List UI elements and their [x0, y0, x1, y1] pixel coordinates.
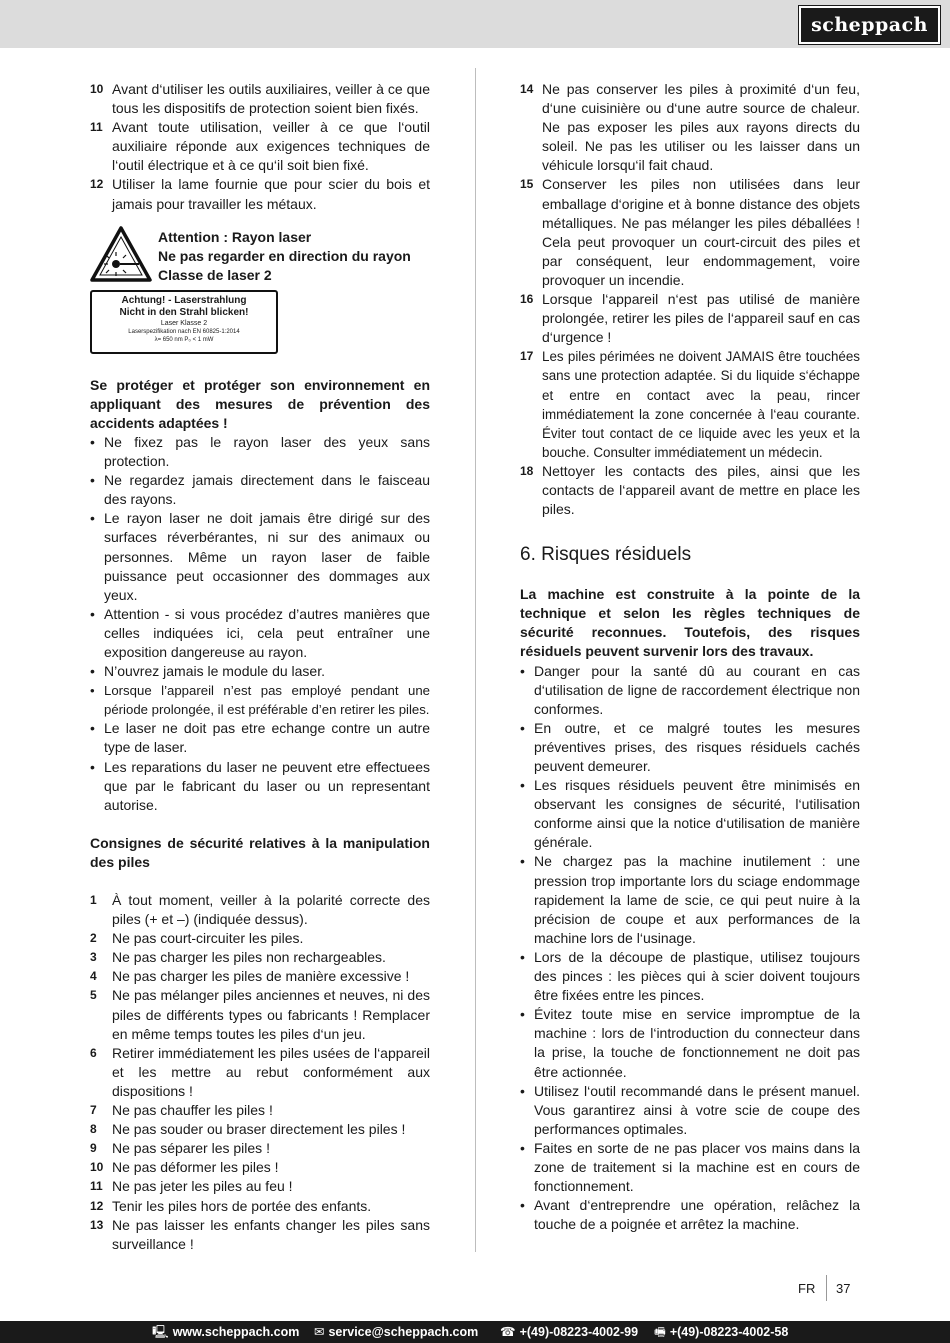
laser-label-line: Nicht in den Strahl blicken! — [119, 306, 249, 318]
item-number: 11 — [90, 120, 103, 135]
list-item — [90, 1197, 430, 1216]
item-number: 14 — [520, 82, 534, 96]
item-text: Ne pas conserver les piles à proximité d‘un feu, d‘une cuisinière ou d‘une autre source de chaleur. Ne pas exposer les piles aux rayons directs du soleil. Ne pas les utiliser ou les laisser dans un véhicule lorsqu‘il fait chaud. — [542, 81, 860, 174]
item-number: 10 — [90, 1160, 104, 1175]
website-text: www.scheppach.com — [172, 1325, 300, 1339]
item-text: Ne pas mélanger piles anciennes et neuves, ni des piles de différents types ou fabricants ! Remplacer en même temps toutes les piles d‘un jeu. — [112, 987, 430, 1042]
protect-heading: Se protéger et protéger son environnement en appliquant des mesures de prévention des accidents adaptées ! — [90, 376, 430, 431]
item-text: Tenir les piles hors de portée des enfants. — [112, 1197, 372, 1214]
laser-warning-line: Ne pas regarder en direction du rayon — [158, 247, 411, 264]
list-item: • Les reparations du laser ne peuvent etre effectuees que par le fabricant du laser ou un representant autorise. — [90, 758, 430, 815]
accessory-safety-list — [90, 80, 430, 214]
laser-label-line: Achtung! - Laserstrahlung — [121, 294, 247, 306]
list-item — [90, 1139, 430, 1158]
fax-text: +(49)-08223-4002-58 — [669, 1325, 789, 1339]
phone-icon: ☎ — [500, 1325, 516, 1339]
list-item — [90, 967, 430, 986]
mail-icon: ✉ — [314, 1325, 325, 1339]
item-text: Retirer immédiatement les piles usées de l‘appareil et les mettre au rebut conformément aux dispositions ! — [112, 1044, 430, 1099]
list-item — [90, 948, 430, 967]
brand-logo: scheppach — [799, 6, 940, 44]
item-text: Ne pas laisser les enfants changer les piles sans surveillance ! — [112, 1216, 430, 1252]
list-item: • Lors de la découpe de plastique, utilisez toujours des pinces : les pièces qui à scier doivent toujours être fixées entre les pinces. — [520, 948, 860, 1005]
item-number: 2 — [90, 931, 97, 946]
list-item: • Attention - si vous procédez d’autres manières que celles indiquées ici, cela peut entraîner une exposition dangereuse au rayon. — [90, 605, 430, 662]
list-item: • Lorsque l’appareil n’est pas employé pendant une période prolongée, il est préférable d’en retirer les piles. — [90, 681, 430, 719]
item-number: 5 — [90, 988, 97, 1003]
item-number: 16 — [520, 292, 534, 307]
item-number: 9 — [90, 1141, 97, 1156]
item-text: Ne pas séparer les piles ! — [112, 1140, 270, 1157]
laser-label-line: λ= 650 nm P₀ < 1 mW — [154, 336, 214, 343]
laser-warning-line: Classe de laser 2 — [158, 266, 272, 283]
item-number: 11 — [90, 1179, 103, 1194]
item-number: 1 — [90, 893, 97, 907]
website-link[interactable] — [152, 1321, 299, 1343]
laser-warning-line: Attention : Rayon laser — [158, 228, 312, 245]
list-item: • Les risques résiduels peuvent être minimisés en observant les consignes de sécurité, l‘utilisation conforme ainsi que la notice d‘utilisation de manière générale. — [520, 776, 860, 852]
computer-icon: 🖳 — [152, 1325, 169, 1339]
phone-link[interactable] — [500, 1321, 638, 1343]
battery-heading: Consignes de sécurité relatives à la manipulation des piles — [90, 834, 430, 870]
residual-risk-list — [520, 662, 860, 1235]
column-divider — [475, 68, 476, 1252]
item-number: 17 — [520, 349, 534, 364]
list-item — [520, 80, 860, 175]
list-item — [90, 1101, 430, 1120]
residual-risk-heading: La machine est construite à la pointe de la technique et selon les règles techniques de sécurité reconnues. Toutefois, des risques résiduels peuvent survenir lors des travaux. — [520, 586, 860, 660]
section-title: 6. Risques résiduels — [520, 544, 692, 566]
item-text: Ne pas court-circuiter les piles. — [112, 930, 304, 947]
list-item: • Utilisez l‘outil recommandé dans le présent manuel. Vous garantirez ainsi à votre scie de coupe des performances optimales. — [520, 1082, 860, 1139]
list-item — [90, 175, 430, 213]
item-text: Ne pas chauffer les piles ! — [112, 1102, 273, 1119]
contact-bar — [0, 1321, 950, 1343]
list-item — [520, 347, 860, 462]
item-text: Utiliser la lame fournie que pour scier du bois et jamais pour travailler les métaux. — [112, 176, 430, 212]
item-number: 13 — [90, 1217, 104, 1232]
list-item — [90, 1216, 430, 1254]
list-item — [90, 1177, 430, 1196]
item-number: 12 — [90, 1198, 104, 1213]
item-number: 10 — [90, 82, 104, 96]
list-item: • N’ouvrez jamais le module du laser. — [90, 662, 430, 681]
laser-warning-icon — [90, 226, 152, 282]
list-item: • Le laser ne doit pas etre echange contre un autre type de laser. — [90, 719, 430, 757]
battery-safety-list-continued — [520, 80, 860, 519]
phone-text: +(49)-08223-4002-99 — [519, 1325, 639, 1339]
list-item — [520, 462, 860, 519]
list-item — [90, 1044, 430, 1101]
item-number: 18 — [520, 463, 534, 478]
list-item: • Ne regardez jamais directement dans le faisceau des rayons. — [90, 471, 430, 509]
item-text: Ne pas déformer les piles ! — [112, 1159, 279, 1176]
item-number: 7 — [90, 1103, 97, 1118]
item-text: Ne pas charger les piles non rechargeables. — [112, 949, 386, 966]
laser-protection-list — [90, 433, 430, 815]
item-text: Lorsque l‘appareil n‘est pas utilisé de manière prolongée, retirer les piles de l‘appareil sauf en cas d‘urgence ! — [542, 291, 860, 346]
laser-warning-text — [158, 228, 411, 285]
top-bar — [0, 0, 950, 48]
item-text: Ne pas charger les piles de manière excessive ! — [112, 968, 410, 985]
item-text: À tout moment, veiller à la polarité correcte des piles (+ et –) (indiquée dessus). — [112, 892, 430, 928]
list-item — [520, 175, 860, 290]
laser-class-label — [90, 290, 278, 354]
laser-label-line: Laserspezifikation nach EN 60825-1:2014 — [128, 328, 240, 335]
list-item — [90, 1120, 430, 1139]
item-text: Nettoyer les contacts des piles, ainsi que les contacts de l‘appareil avant de mettre en place les piles. — [542, 462, 860, 518]
language-code: FR — [798, 1281, 816, 1296]
item-text: Ne pas jeter les piles au feu ! — [112, 1178, 293, 1195]
email-link[interactable] — [314, 1321, 478, 1343]
item-text: Ne pas souder ou braser directement les piles ! — [112, 1121, 406, 1138]
list-item — [90, 118, 430, 175]
item-number: 15 — [520, 177, 534, 192]
item-text: Conserver les piles non utilisées dans leur emballage d‘origine et à bonne distance des objets métalliques. Ne pas mélanger les piles déballées ! Cela peut provoquer un court-circuit des piles et par conséquent, leur endommagement, voire provoquer un incendie. — [542, 176, 860, 288]
list-item — [90, 891, 430, 929]
page-number: 37 — [836, 1281, 851, 1296]
list-item — [520, 290, 860, 347]
item-text: Les piles périmées ne doivent JAMAIS être touchées sans une protection adaptée. Si du liquide s‘échappe et entre en contact avec la peau, rincer immédiatement la zone concernée à l‘eau courante. Éviter tout contact de ce liquide avec les yeux et la bouche. Consulter immédiatement un médecin. — [542, 349, 860, 460]
list-item: • Ne chargez pas la machine inutilement : une pression trop importante lors du sciage endommage rapidement la lame de scie, ce qui peut nuire à la précision de coupe et aux performances de la machine lors de l‘usinage. — [520, 852, 860, 947]
laser-label-line: Laser Klasse 2 — [160, 319, 208, 327]
left-column — [90, 80, 430, 1254]
list-item: • Avant d‘entreprendre une opération, relâchez la touche de a poignée et arrêtez la machine. — [520, 1196, 860, 1234]
item-number: 6 — [90, 1045, 97, 1060]
fax-icon: 🖷 — [654, 1325, 666, 1339]
fax-info — [654, 1321, 788, 1343]
list-item — [90, 986, 430, 1043]
item-number: 3 — [90, 950, 97, 965]
list-item: • En outre, et ce malgré toutes les mesures préventives prises, des risques résiduels cachés peuvent demeurer. — [520, 719, 860, 776]
list-item — [90, 80, 430, 118]
list-item — [90, 1158, 430, 1177]
item-text: Avant d‘utiliser les outils auxiliaires, veiller à ce que tous les dispositifs de protection soient bien fixés. — [112, 81, 430, 117]
laser-warning-block — [90, 226, 430, 376]
footer-separator — [826, 1275, 827, 1301]
item-text: Avant toute utilisation, veiller à ce que l‘outil auxiliaire réponde aux exigences techniques de l‘outil électrique et à ce qu‘il soit bien fixé. — [112, 119, 430, 174]
item-number: 8 — [90, 1122, 97, 1137]
email-text: service@scheppach.com — [328, 1325, 479, 1339]
list-item: • Ne fixez pas le rayon laser des yeux sans protection. — [90, 433, 430, 471]
list-item: • Le rayon laser ne doit jamais être dirigé sur des surfaces réverbérantes, ni sur des animaux ou personnes. Même un rayon laser de faible puissance peut occasionner des dommages aux yeux. — [90, 509, 430, 604]
right-column — [520, 80, 860, 1234]
item-number: 4 — [90, 969, 97, 984]
battery-safety-list — [90, 891, 430, 1254]
list-item — [90, 929, 430, 948]
list-item: • Évitez toute mise en service impromptue de la machine : lors de l‘introduction du connecteur dans la prise, la touche de fonctionnement ne doit pas être actionnée. — [520, 1005, 860, 1081]
list-item: • Danger pour la santé dû au courant en cas d‘utilisation de ligne de raccordement électrique non conformes. — [520, 662, 860, 719]
item-number: 12 — [90, 177, 104, 192]
list-item: • Faites en sorte de ne pas placer vos mains dans la zone de traitement si la machine est en cours de fonctionnement. — [520, 1139, 860, 1196]
